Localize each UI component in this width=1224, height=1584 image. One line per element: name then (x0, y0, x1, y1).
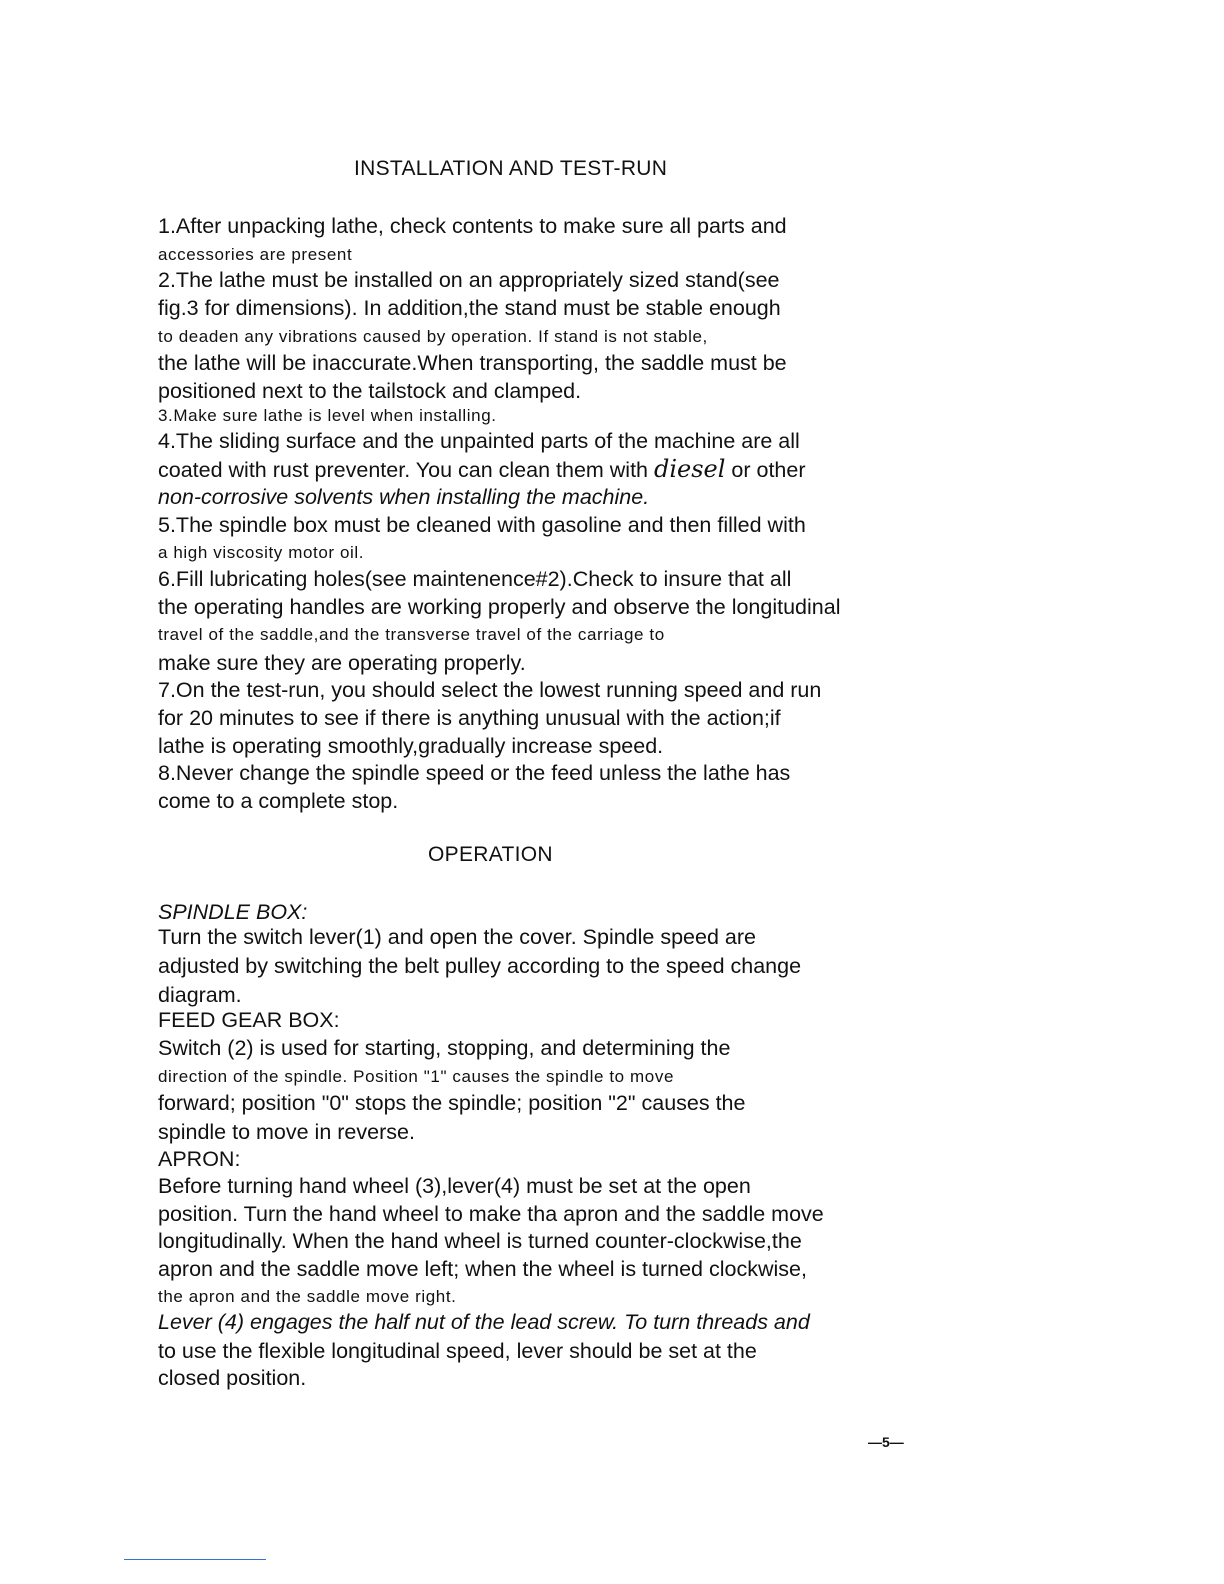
subsection-heading: APRON: (158, 1147, 241, 1171)
body-line: make sure they are operating properly. (158, 651, 526, 675)
body-line: Switch (2) is used for starting, stopping, and determining the (158, 1036, 731, 1060)
body-line: diagram. (158, 983, 242, 1007)
body-line: 5.The spindle box must be cleaned with gasoline and then filled with (158, 513, 806, 537)
body-line: the lathe will be inaccurate.When transporting, the saddle must be (158, 351, 787, 375)
body-line: closed position. (158, 1366, 307, 1390)
body-line: come to a complete stop. (158, 789, 399, 813)
page-number: —5— (868, 1434, 904, 1450)
subsection-heading: FEED GEAR BOX: (158, 1008, 340, 1032)
body-line: Turn the switch lever(1) and open the cover. Spindle speed are (158, 925, 756, 949)
body-line: non-corrosive solvents when installing the machine. (158, 485, 650, 509)
body-line: 7.On the test-run, you should select the lowest running speed and run (158, 678, 822, 702)
body-line: the operating handles are working properly and observe the longitudinal (158, 595, 841, 619)
body-line: adjusted by switching the belt pulley according to the speed change (158, 954, 802, 978)
body-line: spindle to move in reverse. (158, 1120, 415, 1144)
body-line-handwritten (158, 456, 806, 483)
body-line: 3.Make sure lathe is level when installing. (158, 406, 497, 425)
body-line: Before turning hand wheel (3),lever(4) must be set at the open (158, 1174, 751, 1198)
body-line: positioned next to the tailstock and clamped. (158, 379, 582, 403)
body-text: coated with rust preventer. You can clean them with (158, 458, 654, 482)
body-line: fig.3 for dimensions). In addition,the stand must be stable enough (158, 296, 781, 320)
body-line: lathe is operating smoothly,gradually increase speed. (158, 734, 664, 758)
section-heading-operation: OPERATION (428, 843, 553, 866)
section-heading-installation: INSTALLATION AND TEST-RUN (354, 157, 668, 180)
body-line: 1.After unpacking lathe, check contents to make sure all parts and (158, 214, 787, 238)
body-line: to use the flexible longitudinal speed, lever should be set at the (158, 1339, 757, 1363)
body-line: position. Turn the hand wheel to make tha apron and the saddle move (158, 1202, 824, 1226)
body-line: 8.Never change the spindle speed or the feed unless the lathe has (158, 761, 791, 785)
body-line: to deaden any vibrations caused by operation. If stand is not stable, (158, 327, 708, 346)
body-line: 4.The sliding surface and the unpainted parts of the machine are all (158, 429, 800, 453)
body-text: or other (725, 458, 806, 482)
body-line: forward; position "0" stops the spindle; position "2" causes the (158, 1091, 746, 1115)
body-line: 6.Fill lubricating holes(see maintenence#2).Check to insure that all (158, 567, 792, 591)
body-line: for 20 minutes to see if there is anything unusual with the action;if (158, 706, 781, 730)
body-line: longitudinally. When the hand wheel is turned counter-clockwise,the (158, 1229, 802, 1253)
body-line: Lever (4) engages the half nut of the lead screw. To turn threads and (158, 1310, 810, 1334)
body-line: a high viscosity motor oil. (158, 543, 365, 562)
subsection-heading: SPINDLE BOX: (158, 900, 308, 924)
body-line: direction of the spindle. Position "1" causes the spindle to move (158, 1067, 675, 1086)
body-line: the apron and the saddle move right. (158, 1287, 457, 1306)
body-line: travel of the saddle,and the transverse travel of the carriage to (158, 625, 665, 644)
handwritten-word: diesel (654, 455, 726, 483)
divider (124, 1559, 266, 1560)
body-line: 2.The lathe must be installed on an appropriately sized stand(see (158, 268, 780, 292)
body-line: apron and the saddle move left; when the wheel is turned clockwise, (158, 1257, 807, 1281)
body-line: accessories are present (158, 245, 353, 264)
